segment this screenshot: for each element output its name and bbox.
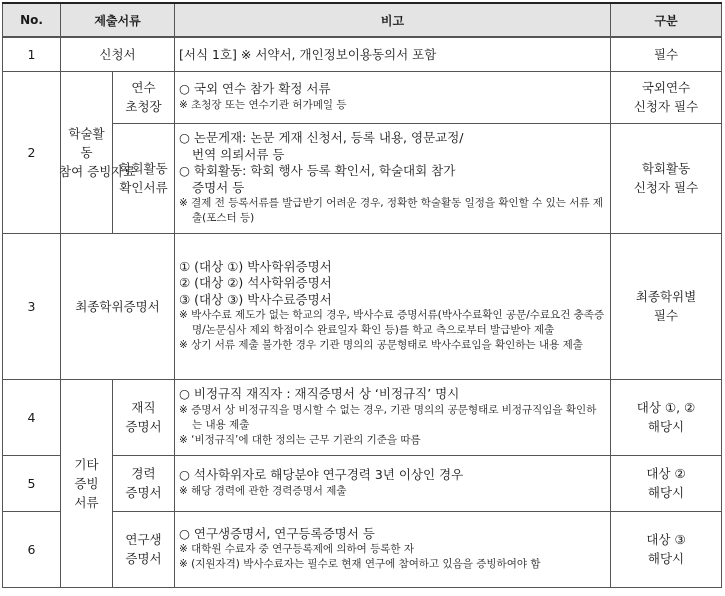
row6-sub-line1: 연구생 [125, 532, 162, 547]
row3-note: ※ 상기 서류 제출 불가한 경우 기관 명의의 공문형태로 박사수료임을 확인하는 내용 제출 [179, 339, 583, 352]
row3-remark [175, 233, 611, 379]
row3-no: 3 [3, 233, 61, 379]
row6-note: ※ 대학원 수료자 중 연구등록제에 의하여 등록한 자 [179, 543, 415, 556]
row2-sub1-line: ○ 국외 연수 참가 확정 서류 [179, 81, 331, 97]
row2-sub2-category [611, 123, 722, 233]
row2-sub2-title [113, 123, 175, 233]
row2-sub1-cat-line2: 신청자 필수 [633, 99, 699, 114]
row2-sub2-line: 증명서 등 [192, 179, 245, 195]
row6-note: ※ (지원자격) 박사수료자는 필수로 현재 연구에 참여하고 있음을 증빙하여야 함 [179, 558, 541, 571]
group-line2: 증빙 [74, 475, 99, 491]
row2-sub2-line: ○ 학회활동: 학회 행사 등록 확인서, 학술대회 참가 [179, 163, 456, 178]
row6-line: ○ 연구생증명서, 연구등록증명서 등 [179, 525, 375, 541]
row3-cat-line2: 필수 [653, 308, 679, 323]
row2-sub1-title [113, 71, 175, 123]
row2-sub1-remark [175, 71, 611, 123]
header-no: No. [3, 3, 61, 37]
header-remarks: 비고 [175, 3, 611, 37]
group-line3: 서류 [74, 494, 99, 510]
row5-cat-line1: 대상 ② [646, 466, 686, 481]
row4-sub-line1: 재직 [131, 400, 156, 415]
row4-cat-line1: 대상 ①, ② [636, 400, 696, 415]
row6-cat-line1: 대상 ③ [646, 532, 686, 547]
row3-doc: 최종학위증명서 [61, 233, 175, 379]
row4-remark [175, 379, 611, 455]
row2-sub2-title-line2: 확인서류 [119, 180, 168, 195]
table-row [3, 379, 722, 455]
row2-sub2-cat-line2: 신청자 필수 [633, 180, 699, 195]
row3-cat-line1: 최종학위별 [635, 289, 697, 304]
row6-remark [175, 511, 611, 587]
row4-line: ○ 비정규직 재직자 : 재직증명서 상 ‘비정규직’ 명시 [179, 386, 460, 402]
row5-category [611, 455, 722, 511]
row4-category [611, 379, 722, 455]
row5-sub-line1: 경력 [131, 466, 156, 481]
row6-sub [113, 511, 175, 587]
header-category: 구분 [611, 3, 722, 37]
header-docs: 제출서류 [61, 3, 175, 37]
row5-sub [113, 455, 175, 511]
row1-no: 1 [3, 37, 61, 71]
row3-line: ② (대상 ②) 석사학위증명서 [179, 275, 332, 291]
row6-category [611, 511, 722, 587]
row5-cat-line2: 해당시 [647, 485, 685, 500]
row6-sub-line2: 증명서 [125, 551, 162, 566]
row2-sub2-remark [175, 123, 611, 233]
row2-sub2-title-line1: 학회활동 [119, 161, 168, 176]
row2-sub2-note: ※ 결제 전 등록서류를 발급받기 어려운 경우, 정확한 학술활동 일정을 확인할 수 있는 서류 제출(포스터 등) [179, 197, 604, 224]
row4-cat-line2: 해당시 [647, 419, 685, 434]
row4-note: ※ ‘비정규직’에 대한 정의는 근무 기관의 기준을 따름 [179, 433, 421, 446]
document-table [2, 2, 722, 588]
group-doc [61, 379, 113, 587]
row2-no: 2 [3, 71, 61, 233]
row5-no: 5 [3, 455, 61, 511]
row4-sub [113, 379, 175, 455]
row2-sub2-line: ○ 논문게재: 논문 게재 신청서, 등록 내용, 영문교정/ [179, 130, 464, 145]
row1-doc: 신청서 [61, 37, 175, 71]
row5-sub-line2: 증명서 [125, 485, 162, 500]
row2-sub1-title-line1: 연수 [131, 80, 156, 95]
table-row [3, 37, 722, 71]
row1-category: 필수 [611, 37, 722, 71]
row4-note: ※ 증명서 상 비정규직을 명시할 수 없는 경우, 기관 명의의 공문형태로 비정규직임을 확인하는 내용 제출 [179, 403, 597, 431]
row2-sub1-category [611, 71, 722, 123]
group-line1: 기타 [74, 456, 99, 472]
row5-remark [175, 455, 611, 511]
row3-line: ① (대상 ①) 박사학위증명서 [179, 258, 332, 274]
row2-doc-line2: 참여 증빙자료 [59, 163, 136, 179]
row3-note: ※ 박사수료 제도가 없는 학교의 경우, 박사수료 증명서류(박사수료확인 공문/수료요건 충족증명/논문심사 제외 학점이수 완료일자 확인 등)를 학교 측으로부터 발급받아 제출 [179, 309, 605, 337]
row1-remark: [서식 1호] ※ 서약서, 개인정보이용동의서 포함 [175, 37, 611, 71]
row2-sub1-line: ※ 초청장 또는 연수기관 허가메일 등 [179, 98, 347, 111]
row5-line: ○ 석사학위자로 해당분야 연구경력 3년 이상인 경우 [179, 467, 464, 483]
row2-sub1-cat-line1: 국외연수 [641, 80, 691, 95]
header-row [3, 3, 722, 37]
row4-sub-line2: 증명서 [125, 419, 162, 434]
row2-sub2-line: 번역 의뢰서류 등 [192, 146, 285, 162]
row6-no: 6 [3, 511, 61, 587]
row3-category [611, 233, 722, 379]
row2-doc [59, 71, 136, 233]
row4-no: 4 [3, 379, 61, 455]
row6-cat-line2: 해당시 [647, 551, 685, 566]
row5-note: ※ 해당 경력에 관한 경력증명서 제출 [179, 484, 347, 497]
row2-sub2-cat-line1: 학회활동 [641, 161, 691, 176]
row3-line: ③ (대상 ③) 박사수료증명서 [179, 291, 332, 307]
row2-doc-line1: 학술활동 [68, 125, 105, 160]
row2-sub1-title-line2: 초청장 [125, 99, 162, 114]
table-row [3, 71, 722, 123]
table-row [3, 233, 722, 379]
